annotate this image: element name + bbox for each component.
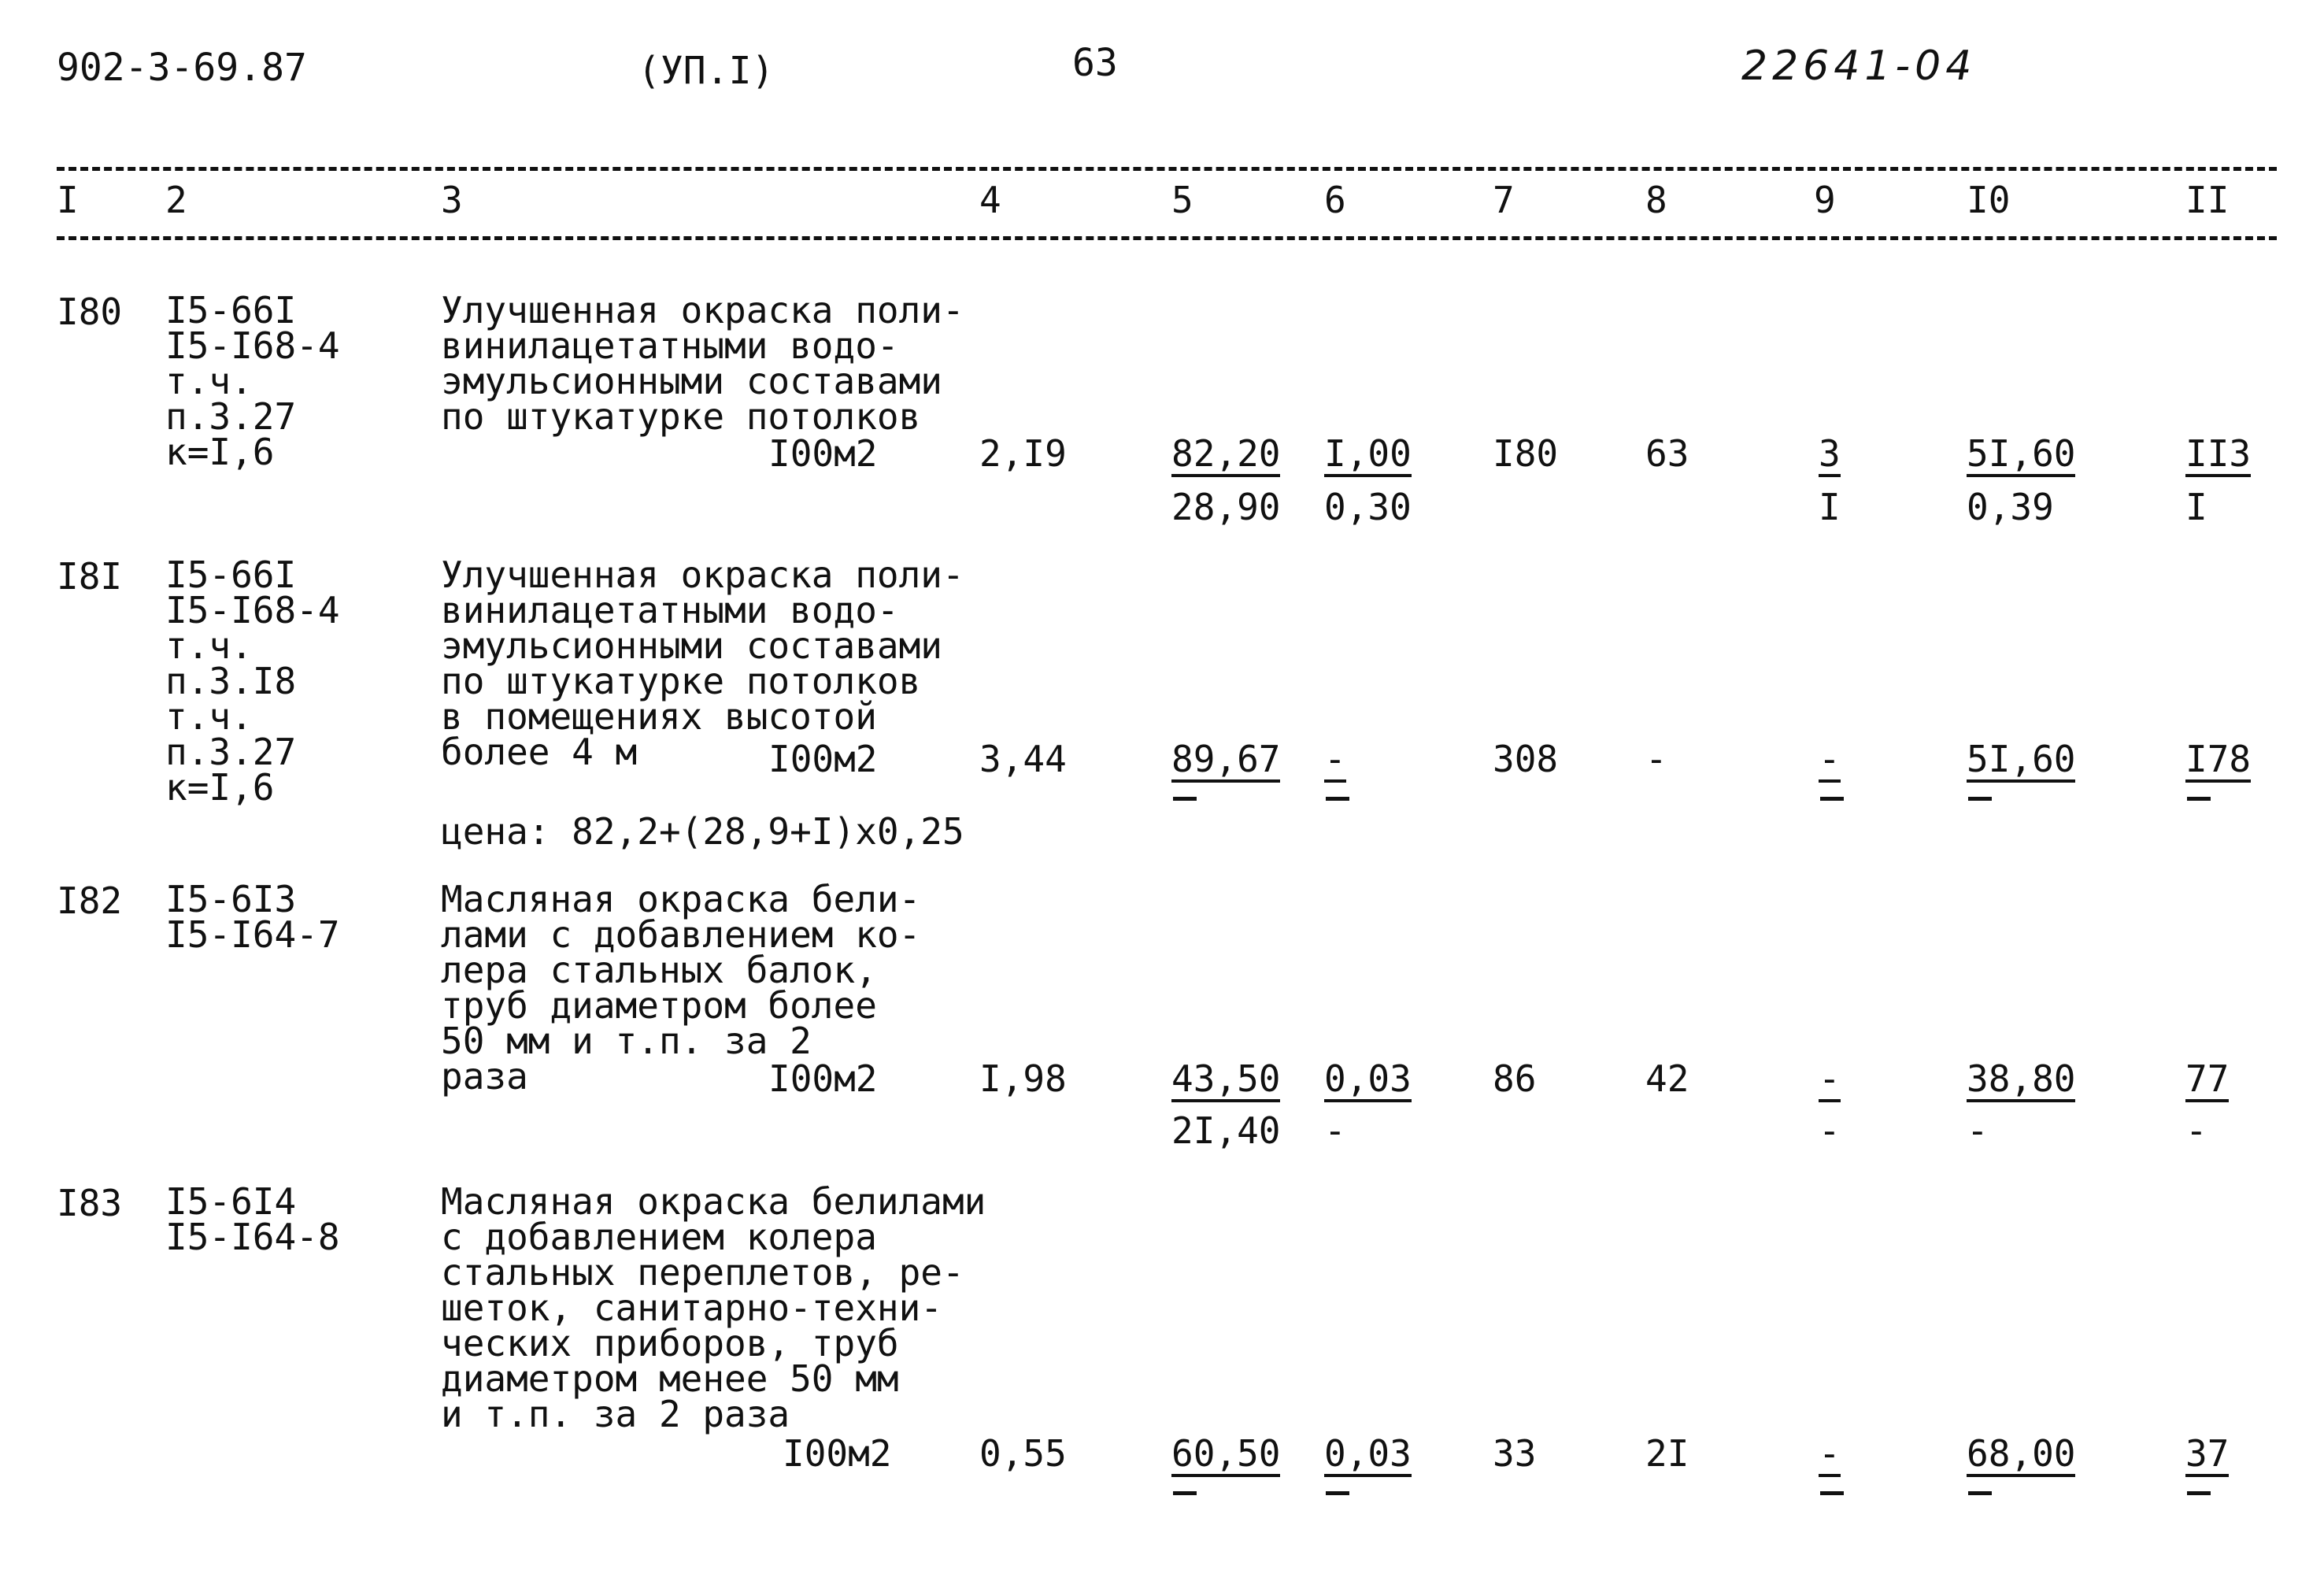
table-header-rule (57, 236, 2277, 240)
empty-dash (1968, 797, 1992, 801)
labor-total: 37 (2185, 1435, 2229, 1477)
empty-dash (1326, 1491, 1349, 1495)
unit-cost-total: 82,20 (1171, 435, 1280, 477)
labor-total: I78 (2185, 740, 2251, 783)
empty-dash (2187, 1491, 2211, 1495)
labor-unit: 5I,60 (1967, 435, 2075, 477)
labor-unit-machinists: 0,39 (1967, 486, 2054, 528)
total-wages: 42 (1645, 1057, 1689, 1100)
work-description: Улучшенная окраска поли- винилацетатными водо- эмульсионными составами по штукатурке потолков в помещениях высотой более 4 м (441, 554, 964, 773)
total-wages: - (1645, 738, 1667, 780)
rate-codes: I5-6I3 I5-I64-7 (165, 878, 340, 956)
quantity: 3,44 (979, 738, 1067, 780)
row-number: I80 (57, 291, 123, 333)
total-cost: 308 (1493, 738, 1559, 780)
empty-dash (2187, 797, 2211, 801)
column-header-6: 6 (1324, 179, 1346, 221)
column-header-7: 7 (1493, 179, 1515, 221)
machine-wages: - (1324, 1109, 1346, 1152)
unit-of-measure: I00м2 (768, 1057, 878, 1100)
work-description: Улучшенная окраска поли- винилацетатными водо- эмульсионными составами по штукатурке потолков (441, 289, 964, 438)
empty-dash (1173, 1491, 1197, 1495)
machine-total: - (1819, 1060, 1841, 1102)
labor-total: II3 (2185, 435, 2251, 477)
column-header-5: 5 (1171, 179, 1193, 221)
total-wages: 63 (1645, 432, 1689, 475)
column-header-1: I (57, 179, 79, 221)
handwritten-inventory-number: 22641-04 (1741, 43, 1977, 90)
column-header-2: 2 (165, 179, 187, 221)
unit-of-measure: I00м2 (783, 1432, 892, 1475)
empty-dash (1326, 797, 1349, 801)
column-header-8: 8 (1645, 179, 1667, 221)
total-cost: 86 (1493, 1057, 1537, 1100)
labor-unit: 38,80 (1967, 1060, 2075, 1102)
rate-codes: I5-66I I5-I68-4 т.ч. п.3.27 к=I,6 (165, 289, 340, 473)
document-code: 902-3-69.87 (57, 46, 307, 90)
column-header-10: I0 (1967, 179, 2011, 221)
table-top-rule (57, 167, 2277, 171)
machine-cost: 0,03 (1324, 1060, 1412, 1102)
labor-unit: 68,00 (1967, 1435, 2075, 1477)
column-header-3: 3 (441, 179, 463, 221)
rate-codes: I5-66I I5-I68-4 т.ч. п.3.I8 т.ч. п.3.27 к=I,6 (165, 554, 340, 809)
total-cost: I80 (1493, 432, 1559, 475)
machine-wages: 0,30 (1324, 486, 1412, 528)
empty-dash (1968, 1491, 1992, 1495)
column-header-9: 9 (1814, 179, 1836, 221)
unit-cost-total: 60,50 (1171, 1435, 1280, 1477)
machine-total: - (1819, 1435, 1841, 1477)
work-description: Масляная окраска белилами с добавлением колера стальных переплетов, ре- шеток, санитарно-техни- ческих приборов, труб диаметром менее 50 мм и т.п. за 2 раза (441, 1180, 986, 1435)
machine-cost: I,00 (1324, 435, 1412, 477)
price-note: цена: 82,2+(28,9+I)x0,25 (441, 810, 964, 853)
column-header-11: II (2185, 179, 2230, 221)
empty-dash (1820, 797, 1844, 801)
labor-total-machinists: - (2185, 1109, 2207, 1152)
labor-total-machinists: I (2185, 486, 2207, 528)
empty-dash (1173, 797, 1197, 801)
machine-total: 3 (1819, 435, 1841, 477)
unit-cost-total: 89,67 (1171, 740, 1280, 783)
page-number: 63 (1072, 41, 1118, 85)
quantity: 0,55 (979, 1432, 1067, 1475)
empty-dash (1820, 1491, 1844, 1495)
labor-unit-machinists: - (1967, 1109, 1989, 1152)
row-number: I82 (57, 879, 123, 922)
total-wages: 2I (1645, 1432, 1689, 1475)
row-number: I8I (57, 555, 123, 598)
unit-of-measure: I00м2 (768, 432, 878, 475)
machine-cost: 0,03 (1324, 1435, 1412, 1477)
unit-of-measure: I00м2 (768, 738, 878, 780)
quantity: 2,I9 (979, 432, 1067, 475)
labor-unit: 5I,60 (1967, 740, 2075, 783)
quantity: I,98 (979, 1057, 1067, 1100)
unit-cost-wages: 28,90 (1171, 486, 1281, 528)
labor-total: 77 (2185, 1060, 2229, 1102)
machine-total: - (1819, 740, 1841, 783)
rate-codes: I5-6I4 I5-I64-8 (165, 1180, 340, 1258)
unit-cost-total: 43,50 (1171, 1060, 1280, 1102)
total-cost: 33 (1493, 1432, 1537, 1475)
machine-total-wages: - (1819, 1109, 1841, 1152)
unit-cost-wages: 2I,40 (1171, 1109, 1281, 1152)
machine-cost: - (1324, 740, 1346, 783)
work-description: Масляная окраска бели- лами с добавлением ко- лера стальных балок, труб диаметром более 50 мм и т.п. за 2 раза (441, 878, 921, 1098)
row-number: I83 (57, 1182, 123, 1224)
column-header-4: 4 (979, 179, 1001, 221)
section-label: (УП.I) (638, 49, 775, 93)
machine-total-wages: I (1819, 486, 1841, 528)
